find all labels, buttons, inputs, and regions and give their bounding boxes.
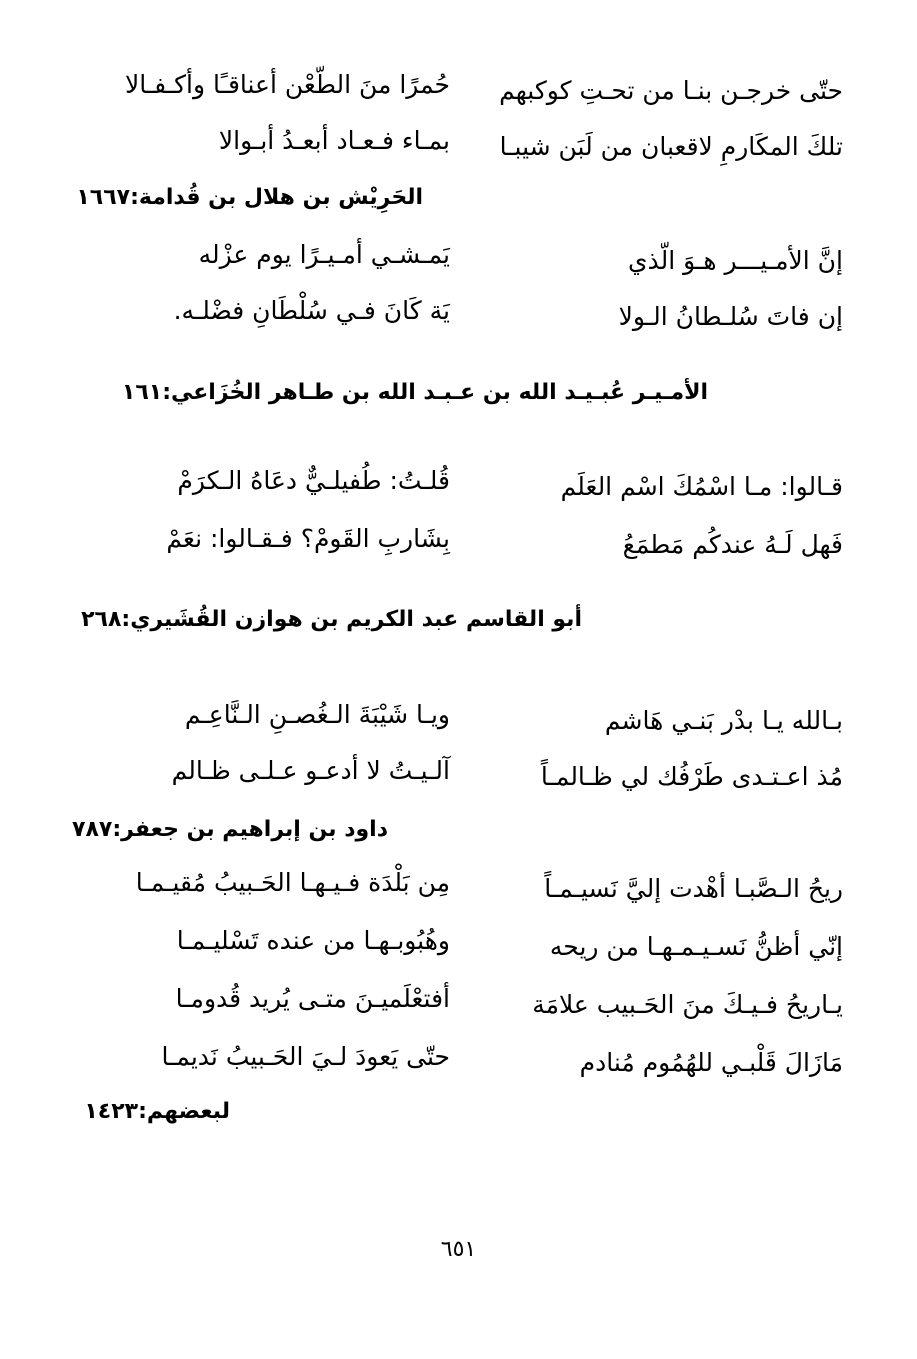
verse-6-second-hemistich: بِشَاربِ القَومْ؟ فـقـالوا: نعَمْ	[166, 524, 450, 553]
verse-7-first-hemistich: بـالله يـا بدْر بَنـي هَاشم	[604, 706, 843, 735]
verse-2-second-hemistich: بمـاء فـعـاد أبعـدُ أبـوالا	[218, 126, 450, 155]
verse-3-first-hemistich: إنَّ الأمـيـــر هـوَ الّذي	[627, 246, 843, 275]
page-number: ٦٥١	[440, 1237, 477, 1262]
verse-10-second-hemistich: وهُبُوبـهـا من عنده تَسْليـمـا	[176, 926, 450, 955]
verse-9-second-hemistich: مِن بَلْدَة فـيـهـا الحَـبيبُ مُقيـمـا	[135, 868, 450, 897]
verse-6-first-hemistich: فَهل لَـهُ عندكُم مَطمَعُ	[622, 530, 843, 559]
verse-8-second-hemistich: آلـيـتُ لا أدعـو عـلـى ظـالم	[171, 756, 450, 785]
verse-10-first-hemistich: إنّي أظنُّ نَسـيـمـهـا من ريحه	[549, 932, 843, 961]
verse-1-first-hemistich: حتّى خرجـن بنـا من تحـتِ كوكبهم	[499, 76, 843, 105]
section-heading-dawud: داود بن إبراهيم بن جعفر:٧٨٧	[72, 817, 388, 842]
verse-12-second-hemistich: حتّى يَعودَ لـيَ الحَـبيبُ نَديمـا	[161, 1042, 450, 1071]
section-heading-anonymous: لبعضهم:١٤٢٣	[84, 1099, 230, 1124]
verse-7-second-hemistich: ويـا شَيْبَةَ الـغُصـنِ الـنَّاعِـم	[184, 700, 450, 729]
section-heading-ubaydallah: الأمـيـر عُبـيـد الله بن عـبـد الله بن طـاهر الخُزَاعي:١٦١	[121, 380, 708, 405]
section-heading-qushayri: أبو القاسم عبد الكريم بن هوازن القُشَيري:٢٦٨	[81, 607, 582, 632]
verse-11-second-hemistich: أفتعْلَميـنَ متـى يُريد قُدومـا	[175, 984, 450, 1013]
verse-2-first-hemistich: تلكَ المكَارمِ لاقعبان من لَبَن شيبـا	[499, 132, 843, 161]
verse-5-first-hemistich: قـالوا: مـا اسْمُكَ اسْم العَلَم	[560, 472, 843, 501]
verse-5-second-hemistich: قُلـتُ: طُفيلـيٌّ دعَاهُ الـكرَمْ	[177, 466, 450, 495]
verse-1-second-hemistich: حُمرًا منَ الطّعْن أعناقـًا وأكـفـالا	[124, 70, 450, 99]
verse-4-first-hemistich: إن فاتَ سُلـطانُ الـولا	[618, 302, 843, 331]
verse-4-second-hemistich: يَة كَانَ فـي سُلْطَانِ فضْلـه.	[173, 296, 450, 325]
verse-11-first-hemistich: يـاريحُ فـيـكَ منَ الحَـبيب علامَة	[532, 990, 843, 1019]
verse-3-second-hemistich: يَمـشـي أمـيـرًا يوم عزْله	[198, 240, 450, 269]
verse-9-first-hemistich: ريحُ الـصَّبـا أهْدت إليَّ نَسيـمـاً	[544, 874, 843, 903]
verse-12-first-hemistich: مَازَالَ قَلْبـي للهُمُوم مُنادم	[579, 1048, 843, 1077]
section-heading-harish: الحَرِيْش بن هلال بن قُدامة:١٦٦٧	[76, 185, 423, 210]
verse-8-first-hemistich: مُذ اعـتـدى طَرْفُك لي ظـالمـاً	[540, 762, 843, 791]
